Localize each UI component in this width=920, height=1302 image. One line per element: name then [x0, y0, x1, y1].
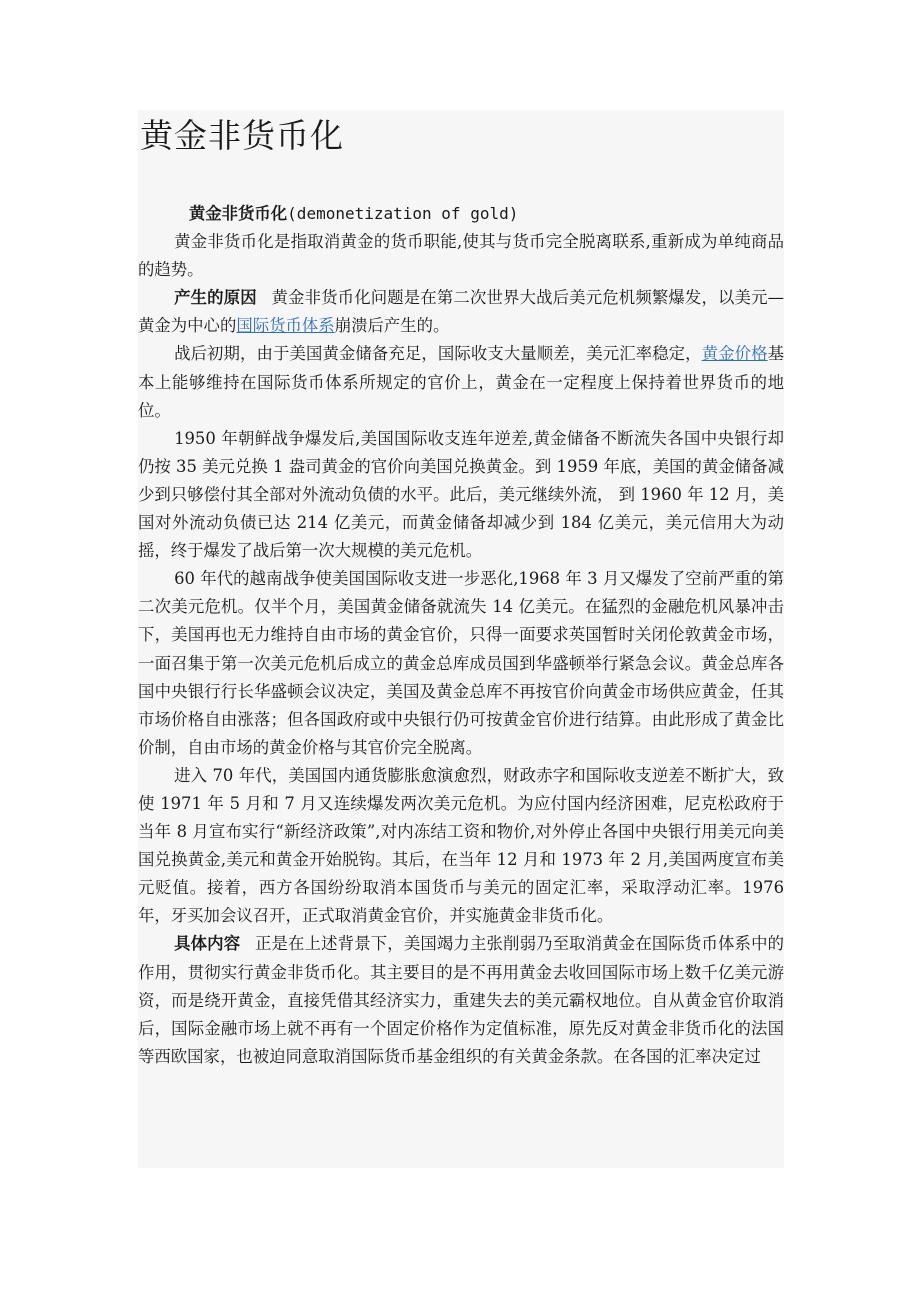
international-monetary-system-link[interactable]: 国际货币体系	[236, 316, 335, 336]
content-text: 正是在上述背景下，美国竭力主张削弱乃至取消黄金在国际货币体系中的作用，贯彻实行黄金非货币化。其主要目的是不再用黄金去收回国际市场上数千亿美元游资，而是绕开黄金，直接凭借其经济实力，重建失去的美元霸权地位。自从黄金官价取消后，国际金融市场上就不再有一个固定价格作为定值标准，原先反对黄金非货币化的法国等西欧国家，也被迫同意取消国际货币基金组织的有关黄金条款。在各国的汇率决定过	[138, 934, 784, 1066]
gold-price-link[interactable]: 黄金价格	[701, 344, 768, 364]
document-title: 黄金非货币化	[140, 116, 344, 155]
subtitle-en: (demonetization of gold)	[287, 204, 519, 223]
document-body	[138, 200, 784, 1071]
cause-text-before: 黄金非货币化问题是在第二次世界大战后美元危机频繁爆发，以美元—黄金为中心的	[138, 288, 784, 336]
paragraph-70s: 进入 70 年代，美国国内通货膨胀愈演愈烈，财政赤字和国际收支逆差不断扩大，致使 1971 年 5 月和 7 月又连续爆发两次美元危机。为应付国内经济困难，尼克松政府于当年 8 月宣布实行“新经济政策”,对内冻结工资和物价,对外停止各国中央银行用美元向美国兑换黄金,美元和黄金开始脱钩。其后，在当年 12 月和 1973 年 2 月,美国两度宣布美元贬值。接着，西方各国纷纷取消本国货币与美元的固定汇率，采取浮动汇率。1976 年，牙买加会议召开，正式取消黄金官价，并实施黄金非货币化。	[138, 765, 784, 926]
postwar-text-before: 战后初期，由于美国黄金储备充足，国际收支大量顺差，美元汇率稳定，	[174, 344, 702, 364]
cause-text-after: 崩溃后产生的。	[334, 316, 450, 336]
cause-heading: 产生的原因	[174, 288, 257, 308]
postwar-paragraph	[138, 340, 784, 424]
paragraph-1950: 1950 年朝鲜战争爆发后,美国国际收支连年逆差,黄金储备不断流失各国中央银行却仍按 35 美元兑换 1 盎司黄金的官价向美国兑换黄金。到 1959 年底，美国的黄金储备减少到只够偿付其全部对外流动负债的水平。此后，美元继续外流， 到 1960 年 12 月，美国对外流动负债已达 214 亿美元，而黄金储备却减少到 184 亿美元，美元信用大为动摇，终于爆发了战后第一次大规模的美元危机。	[138, 428, 784, 561]
definition-paragraph: 黄金非货币化是指取消黄金的货币职能,使其与货币完全脱离联系,重新成为单纯商品的趋势。	[138, 232, 784, 280]
paragraph-60s: 60 年代的越南战争使美国国际收支进一步恶化,1968 年 3 月又爆发了空前严重的第二次美元危机。仅半个月，美国黄金储备就流失 14 亿美元。在猛烈的金融危机风暴冲击下，美国再也无力维持自由市场的黄金官价，只得一面要求英国暂时关闭伦敦黄金市场，一面召集于第一次美元危机后成立的黄金总库成员国到华盛顿举行紧急会议。黄金总库各国中央银行行长华盛顿会议决定，美国及黄金总库不再按官价向黄金市场供应黄金，任其市场价格自由涨落；但各国政府或中央银行仍可按黄金官价进行结算。由此形成了黄金比价制，自由市场的黄金价格与其官价完全脱离。	[138, 569, 784, 757]
subtitle-cn: 黄金非货币化	[188, 204, 288, 223]
subtitle	[138, 200, 784, 228]
content-paragraph	[138, 930, 784, 1070]
cause-paragraph	[138, 284, 784, 340]
content-heading: 具体内容	[174, 934, 241, 954]
postwar-text-after: 基本上能够维持在国际货币体系所规定的官价上，黄金在一定程度上保持着世界货币的地位。	[138, 344, 784, 420]
document-page	[138, 110, 784, 1168]
